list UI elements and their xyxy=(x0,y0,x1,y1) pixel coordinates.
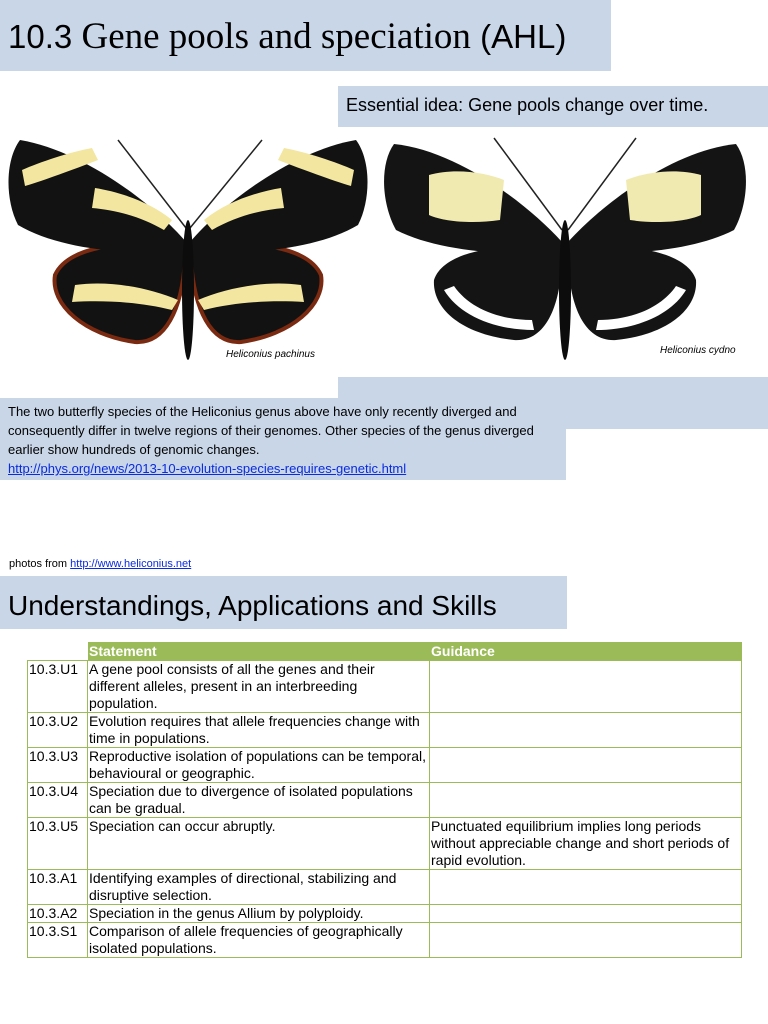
table-row xyxy=(28,905,742,923)
row-guidance: Punctuated equilibrium implies long periods without appreciable change and short periods of rapid evolution. xyxy=(430,818,742,870)
row-code: 10.3.A2 xyxy=(28,905,88,923)
table-row xyxy=(28,783,742,818)
table-row xyxy=(28,748,742,783)
row-code: 10.3.U3 xyxy=(28,748,88,783)
essential-idea: Essential idea: Gene pools change over time. xyxy=(346,95,709,115)
row-statement: Comparison of allele frequencies of geographically isolated populations. xyxy=(88,923,430,958)
photo-credit xyxy=(9,557,191,571)
row-code: 10.3.U4 xyxy=(28,783,88,818)
row-guidance xyxy=(430,783,742,818)
header-guidance: Guidance xyxy=(430,643,742,661)
title-number: 10.3 xyxy=(8,18,73,55)
row-statement: Evolution requires that allele frequencies change with time in populations. xyxy=(88,713,430,748)
row-guidance xyxy=(430,905,742,923)
table-row xyxy=(28,818,742,870)
row-statement: Reproductive isolation of populations can be temporal, behavioural or geographic. xyxy=(88,748,430,783)
row-statement: Speciation can occur abruptly. xyxy=(88,818,430,870)
photo-credit-link[interactable]: http://www.heliconius.net xyxy=(70,558,192,570)
row-guidance xyxy=(430,870,742,905)
butterfly-image-cydno xyxy=(374,130,756,366)
uas-table xyxy=(27,642,742,958)
row-guidance xyxy=(430,748,742,783)
row-statement: Speciation in the genus Allium by polyploidy. xyxy=(88,905,430,923)
table-row xyxy=(28,661,742,713)
photo-credit-prefix: photos from xyxy=(9,558,68,570)
page-title xyxy=(8,15,566,59)
row-code: 10.3.U5 xyxy=(28,818,88,870)
butterfly-image-pachinus xyxy=(0,130,372,366)
row-code: 10.3.U2 xyxy=(28,713,88,748)
row-guidance xyxy=(430,923,742,958)
row-code: 10.3.A1 xyxy=(28,870,88,905)
header-statement: Statement xyxy=(88,643,430,661)
table-header-row xyxy=(28,643,742,661)
section-title: Understandings, Applications and Skills xyxy=(8,590,497,621)
description-link[interactable]: http://phys.org/news/2013-10-evolution-species-requires-genetic.html xyxy=(8,461,407,476)
row-code: 10.3.S1 xyxy=(28,923,88,958)
row-statement: A gene pool consists of all the genes and their different alleles, present in an interbreeding population. xyxy=(88,661,430,713)
table-row xyxy=(28,870,742,905)
caption-cydno: Heliconius cydno xyxy=(660,345,736,356)
row-statement: Speciation due to divergence of isolated populations can be gradual. xyxy=(88,783,430,818)
row-statement: Identifying examples of directional, stabilizing and disruptive selection. xyxy=(88,870,430,905)
title-suffix: (AHL) xyxy=(480,18,567,55)
header-blank xyxy=(28,643,88,661)
row-code: 10.3.U1 xyxy=(28,661,88,713)
description-text: The two butterfly species of the Heliconius genus above have only recently diverged and consequently differ in twelve regions of their genomes. Other species of the genus diverged earlier show hundreds of genomic changes. xyxy=(8,404,534,457)
row-guidance xyxy=(430,713,742,748)
row-guidance xyxy=(430,661,742,713)
caption-pachinus: Heliconius pachinus xyxy=(226,349,315,360)
title-text: Gene pools and speciation xyxy=(81,16,471,57)
table-row xyxy=(28,713,742,748)
table-row xyxy=(28,923,742,958)
description xyxy=(8,402,564,478)
